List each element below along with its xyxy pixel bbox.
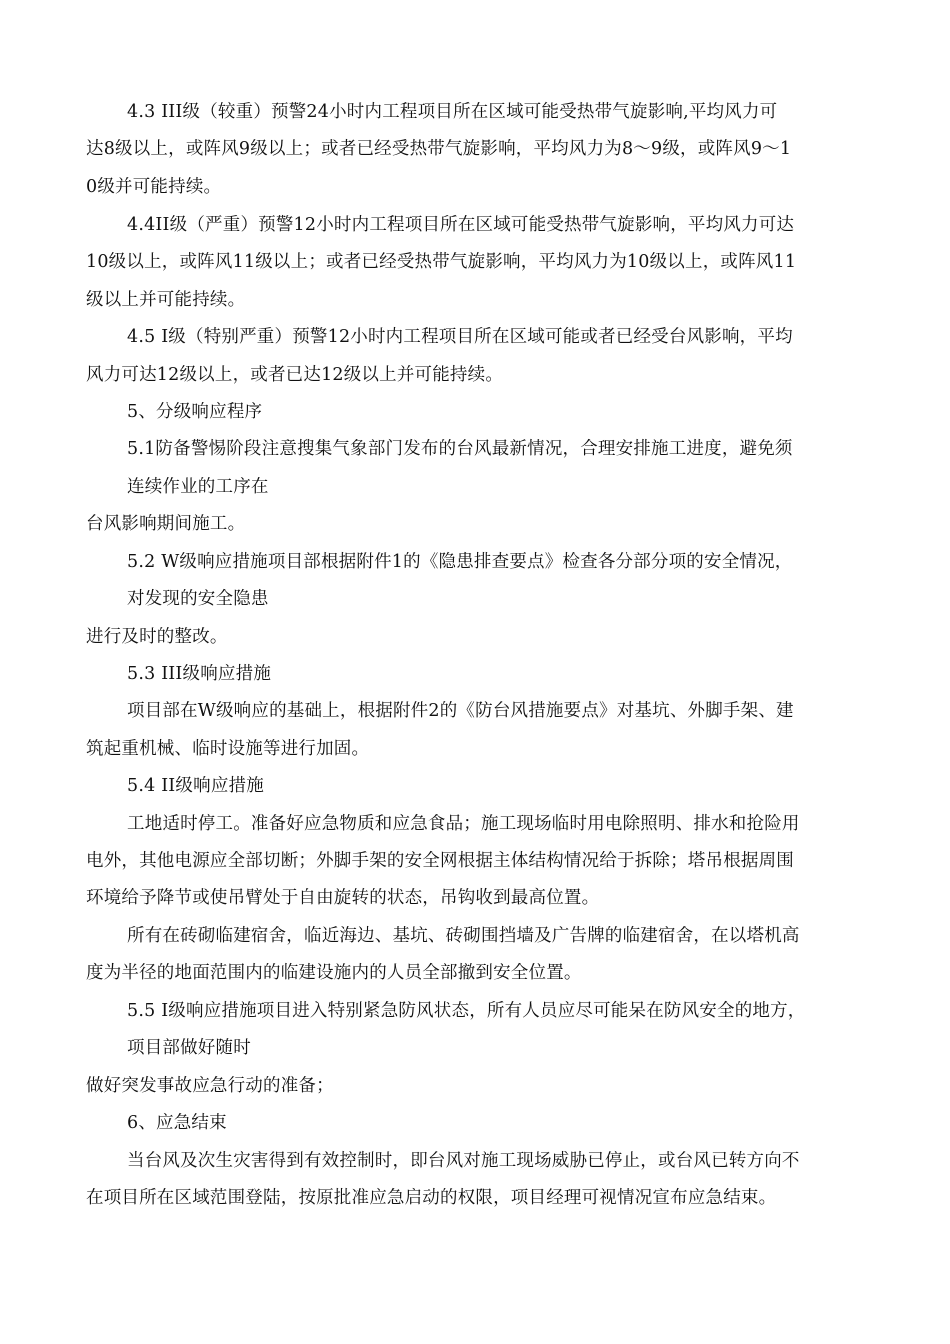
text-line: 4.5 I级（特别严重）预警12小时内工程项目所在区域可能或者已经受台风影响，平均 — [127, 327, 793, 347]
section-heading: 5.3 III级响应措施 — [127, 664, 272, 684]
text-line: 筑起重机械、临时设施等进行加固。 — [86, 739, 370, 759]
text-line: 做好突发事故应急行动的准备； — [86, 1076, 334, 1096]
text-line: 项目部做好随时 — [127, 1038, 251, 1058]
text-line: 在项目所在区域范围登陆，按原批准应急启动的权限，项目经理可视情况宣布应急结束。 — [86, 1188, 777, 1208]
text-line: 10级以上，或阵风11级以上；或者已经受热带气旋影响，平均风力为10级以上，或阵风11 — [86, 252, 797, 272]
text-line: 4.4II级（严重）预警12小时内工程项目所在区域可能受热带气旋影响，平均风力可达 — [127, 215, 795, 235]
text-line: 5.2 W级响应措施项目部根据附件1的《隐患排查要点》检查各分部分项的安全情况， — [127, 552, 793, 572]
text-line: 级以上并可能持续。 — [86, 290, 246, 310]
text-line: 环境给予降节或使吊臂处于自由旋转的状态，吊钩收到最高位置。 — [86, 888, 600, 908]
section-heading: 5、分级响应程序 — [127, 402, 263, 422]
text-line: 度为半径的地面范围内的临建设施内的人员全部撤到安全位置。 — [86, 963, 582, 983]
text-line: 风力可达12级以上，或者已达12级以上并可能持续。 — [86, 365, 504, 385]
section-heading: 5.4 II级响应措施 — [127, 776, 264, 796]
text-line: 台风影响期间施工。 — [86, 514, 246, 534]
text-line: 5.5 I级响应措施项目进入特别紧急防风状态，所有人员应尽可能呆在防风安全的地方， — [127, 1001, 806, 1021]
text-line: 对发现的安全隐患 — [127, 589, 269, 609]
text-line: 4.3 III级（较重）预警24小时内工程项目所在区域可能受热带气旋影响,平均风力可 — [127, 102, 778, 122]
text-line: 电外，其他电源应全部切断；外脚手架的安全网根据主体结构情况给于拆除；塔吊根据周围 — [86, 851, 794, 871]
text-line: 所有在砖砌临建宿舍，临近海边、基坑、砖砌围挡墙及广告牌的临建宿舍，在以塔机高 — [127, 926, 800, 946]
text-line: 当台风及次生灾害得到有效控制时，即台风对施工现场威胁已停止，或台风已转方向不 — [127, 1151, 800, 1171]
text-line: 项目部在W级响应的基础上，根据附件2的《防台风措施要点》对基坑、外脚手架、建 — [127, 701, 794, 721]
text-line: 0级并可能持续。 — [86, 177, 222, 197]
text-line: 进行及时的整改。 — [86, 627, 228, 647]
text-line: 达8级以上，或阵风9级以上；或者已经受热带气旋影响，平均风力为8〜9级，或阵风9〜1 — [86, 139, 792, 159]
section-heading: 6、应急结束 — [127, 1113, 227, 1133]
text-line: 连续作业的工序在 — [127, 477, 269, 497]
text-line: 工地适时停工。准备好应急物质和应急食品；施工现场临时用电除照明、排水和抢险用 — [127, 814, 800, 834]
text-line: 5.1防备警惕阶段注意搜集气象部门发布的台风最新情况，合理安排施工进度，避免须 — [127, 439, 793, 459]
